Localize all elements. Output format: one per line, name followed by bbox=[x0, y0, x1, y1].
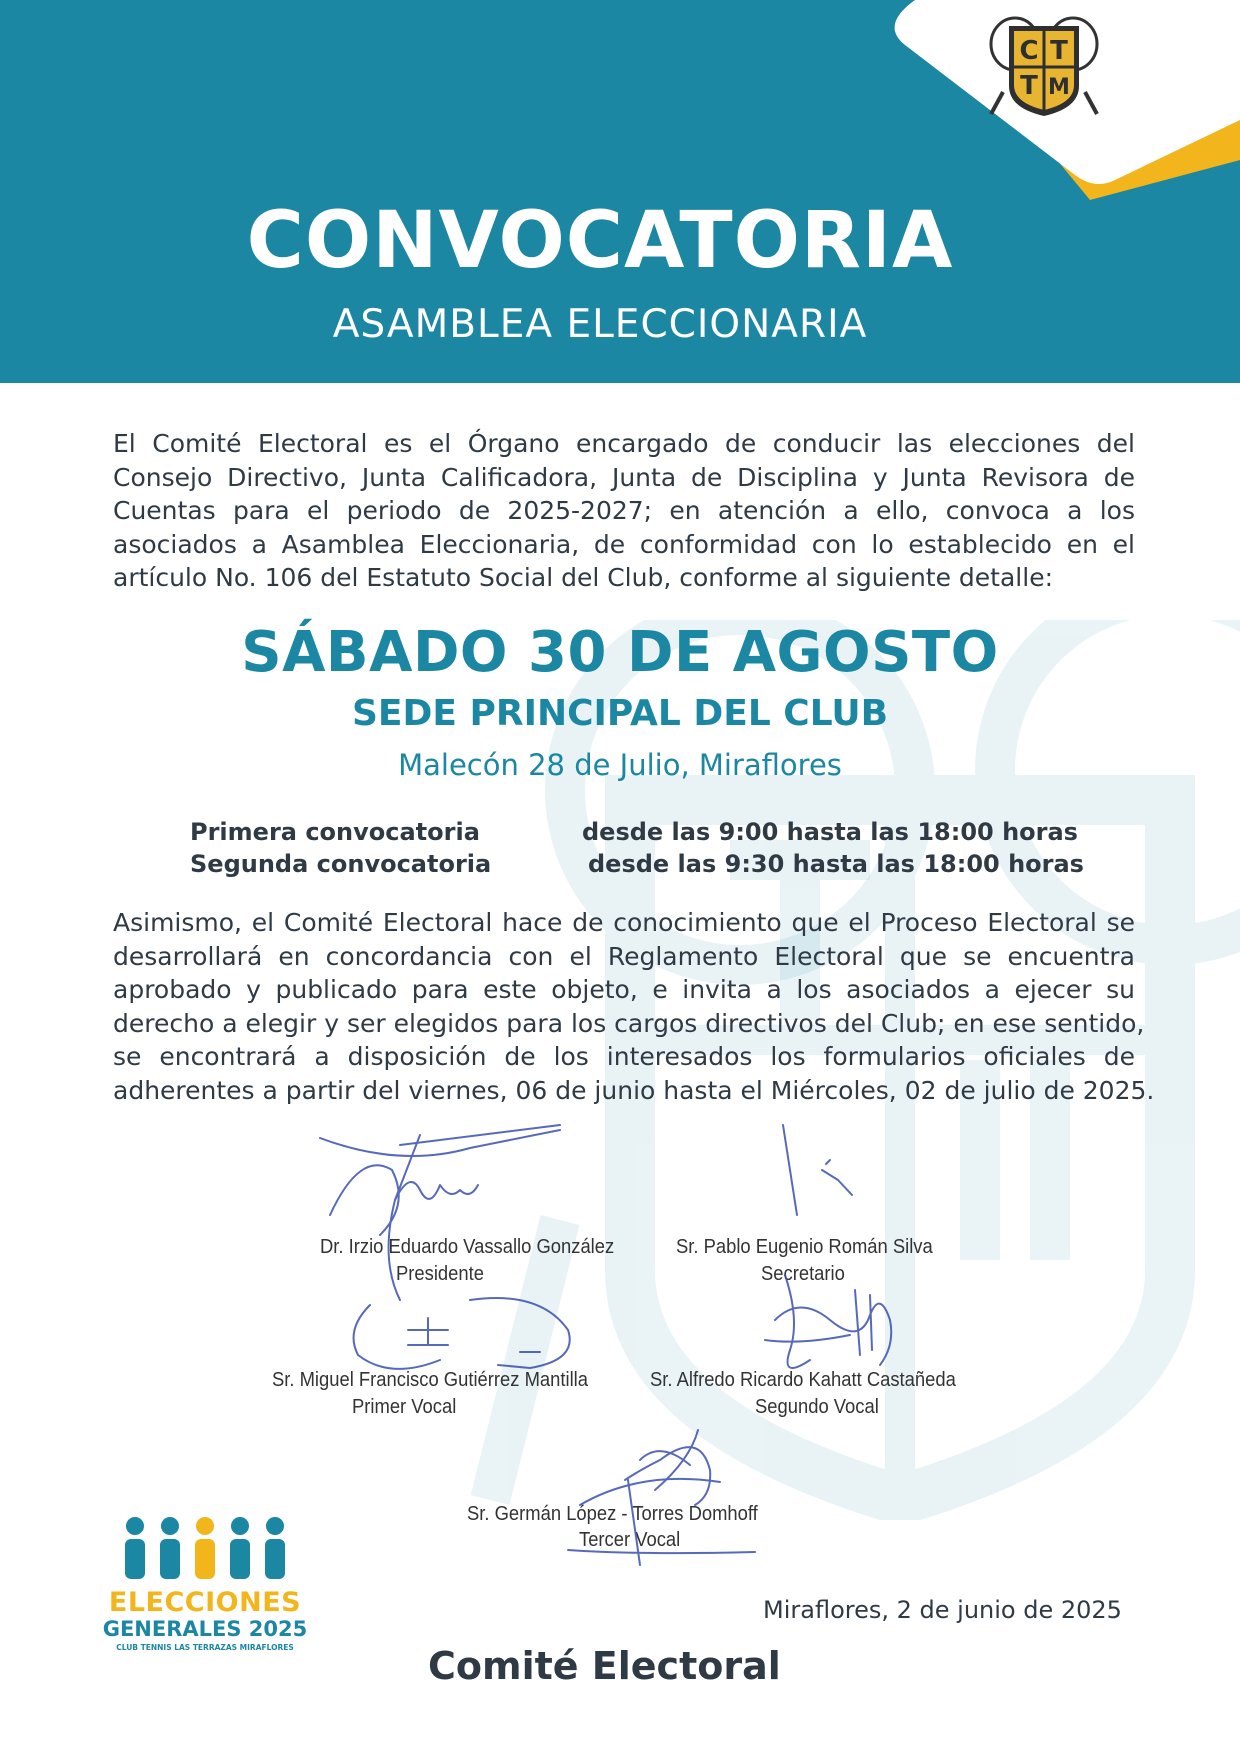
page-subtitle: ASAMBLEA ELECCIONARIA bbox=[332, 302, 868, 347]
event-address: Malecón 28 de Julio, Miraflores bbox=[398, 748, 842, 782]
closing-line: se encontrará a disposición de los interesados los formularios oficiales de bbox=[113, 1042, 1135, 1071]
schedule-label-second: Segunda convocatoria bbox=[190, 850, 492, 878]
signatory-name-secretary: Sr. Pablo Eugenio Román Silva bbox=[676, 1236, 933, 1258]
signatory-name-third-vocal: Sr. Germán López - Torres Domhoff bbox=[467, 1503, 758, 1525]
signatory-name-first-vocal: Sr. Miguel Francisco Gutiérrez Mantilla bbox=[272, 1369, 588, 1391]
place-and-date: Miraflores, 2 de junio de 2025 bbox=[763, 1596, 1122, 1624]
crest-letter-c: C bbox=[1019, 36, 1039, 66]
crest-letter-t2: T bbox=[1020, 71, 1038, 101]
intro-line: Cuentas para el periodo de 2025-2027; en atención a ello, convoca a los bbox=[113, 496, 1135, 525]
committee-signature: Comité Electoral bbox=[428, 1644, 781, 1688]
schedule-time-second: desde las 9:30 hasta las 18:00 horas bbox=[588, 850, 1084, 878]
intro-line: Consejo Directivo, Junta Calificadora, Junta de Disciplina y Junta Revisora de bbox=[113, 462, 1135, 492]
crest-letter-t1: T bbox=[1050, 36, 1068, 66]
signatory-role-secretary: Secretario bbox=[761, 1263, 845, 1285]
elections-logo-line2: GENERALES 2025 bbox=[102, 1617, 308, 1641]
intro-line: asociados a Asamblea Eleccionaria, de conformidad con lo establecido en el bbox=[113, 529, 1135, 559]
closing-paragraph bbox=[113, 906, 1155, 1107]
elections-logo-line1: ELECCIONES bbox=[108, 1587, 302, 1618]
signatory-name-president: Dr. Irzio Eduardo Vassallo González bbox=[320, 1236, 615, 1258]
closing-line: adherentes a partir del viernes, 06 de junio hasta el Miércoles, 02 de julio de 2025. bbox=[113, 1075, 1155, 1105]
closing-line: desarrollará en concordancia con el Reglamento Electoral que se encuentra bbox=[113, 941, 1135, 971]
signatory-role-president: Presidente bbox=[396, 1263, 484, 1285]
event-venue: SEDE PRINCIPAL DEL CLUB bbox=[351, 693, 889, 734]
signatory-role-second-vocal: Segundo Vocal bbox=[755, 1396, 879, 1418]
schedule-label-first: Primera convocatoria bbox=[190, 818, 480, 846]
signatory-role-first-vocal: Primer Vocal bbox=[352, 1396, 457, 1418]
closing-line: Asimismo, el Comité Electoral hace de conocimiento que el Proceso Electoral se bbox=[113, 908, 1135, 937]
intro-paragraph bbox=[113, 427, 1135, 595]
schedule-time-first: desde las 9:00 hasta las 18:00 horas bbox=[582, 818, 1078, 846]
signatory-name-second-vocal: Sr. Alfredo Ricardo Kahatt Castañeda bbox=[650, 1369, 956, 1391]
closing-line: aprobado y publicado para este objeto, e invita a los asociados a ejecer su bbox=[113, 975, 1135, 1004]
signatory-role-third-vocal: Tercer Vocal bbox=[579, 1529, 681, 1551]
club-crest-logo bbox=[985, 12, 1103, 122]
closing-line: derecho a elegir y ser elegidos para los cargos directivos del Club; en ese sentido, bbox=[113, 1008, 1145, 1038]
people-icon bbox=[124, 1517, 289, 1583]
crest-letter-m: M bbox=[1048, 75, 1070, 100]
intro-line: El Comité Electoral es el Órgano encargado de conducir las elecciones del bbox=[113, 429, 1135, 458]
event-date: SÁBADO 30 DE AGOSTO bbox=[241, 620, 999, 685]
tennis-racket-crest-icon bbox=[985, 12, 1103, 122]
page-title: CONVOCATORIA bbox=[246, 196, 954, 286]
header-banner bbox=[0, 0, 1240, 383]
intro-line: artículo No. 106 del Estatuto Social del Club, conforme al siguiente detalle: bbox=[113, 563, 1054, 592]
elections-logo-line3: CLUB TENNIS LAS TERRAZAS MIRAFLORES bbox=[116, 1643, 294, 1652]
